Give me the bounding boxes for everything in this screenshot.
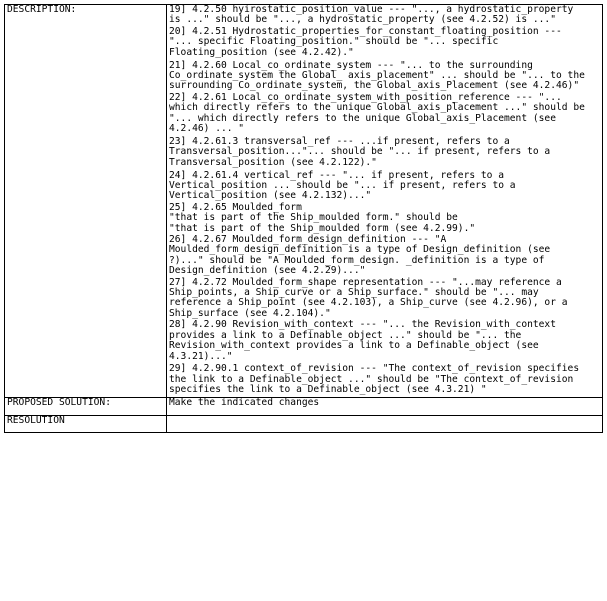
description-item-28: 28] 4.2.90 Revision_with_context --- "... the Revision_with_context provides a link to a Definable_object ..." should be "... the Revision_with_context provides a link to a Definable_object (see 4.3.21)..." [169,319,556,362]
description-item-22: 22] 4.2.61 Local_co_ordinate_system_with_position_reference --- "... which directly refers to the unique Global_axis_placement ..." should be "... which directly refers to the unique Global_axis_Placement (see 4.2.46) ... " [169,91,585,134]
proposed-solution-value: Make the indicated changes [167,397,603,415]
description-label: DESCRIPTION: [5,5,167,398]
proposed-solution-row [5,397,603,415]
resolution-row [5,415,603,432]
description-item-29: 29] 4.2.90.1 context_of_revision --- "The context_of_revision specifies the link to a Definable_object ..." should be "The context_of_revision specifies the link to a Definable_object (see 4.3.21) " [169,363,580,396]
resolution-value [167,415,603,432]
description-item-24: 24] 4.2.61.4 vertical_ref --- "... if present, refers to a Vertical_position ... should be "... if present, refers to a Vertical_position (see 4.2.132)..." [169,169,516,202]
description-item-26: 26] 4.2.67 Moulded_form_design_definition --- "A Moulded_form_design_definition is a type of Design_definition (see ?)..." should be "A Moulded_form_design. _definition is a type of Design_definition (see 4.2.29)..." [169,234,551,277]
description-row [5,5,603,398]
proposed-solution-label: PROPOSED SOLUTION: [5,397,167,415]
description-item-25: 25] 4.2.65 Moulded_form "that is part of the Ship_moulded form." should be "that is part of the Ship_moulded form (see 4.2.99)." [169,201,476,234]
issue-table [4,4,603,433]
description-content [167,5,603,398]
description-item-23: 23] 4.2.61.3 transversal_ref --- ...if present, refers to a Transversal_position..."... should be "... if present, refers to a Transversal_position (see 4.2.122)." [169,135,551,168]
description-item-20: 20] 4.2.51 Hydrostatic_properties_for_constant_floating_position --- "... specific Floating_position." should be "... specific Floating_position (see 4.2.42)." [169,25,562,58]
description-item-27: 27] 4.2.72 Moulded_form_shape representation --- "...may reference a Ship_points, a Ship_curve or a Ship_surface." should be "... may reference a Ship_point (see 4.2.103), a Ship_curve (see 4.2.96), or a Ship_surface (see 4.2.104)." [169,276,568,319]
description-item-21: 21] 4.2.60 Local_co_ordinate_system --- "... to the surrounding Co_ordinate_system the Global_ axis_placement" ... should be "... to the surrounding Co_ordinate_system, the Global_axis_Placement (see 4.2.46)" [169,59,585,92]
resolution-label: RESOLUTION [5,415,167,432]
description-item-19: 19] 4.2.50 hyirostatic_position_value --- "..., a hydrostatic_property is ..." should be "..., a hydrostatic_property (see 4.2.52) is ..." [169,4,574,26]
